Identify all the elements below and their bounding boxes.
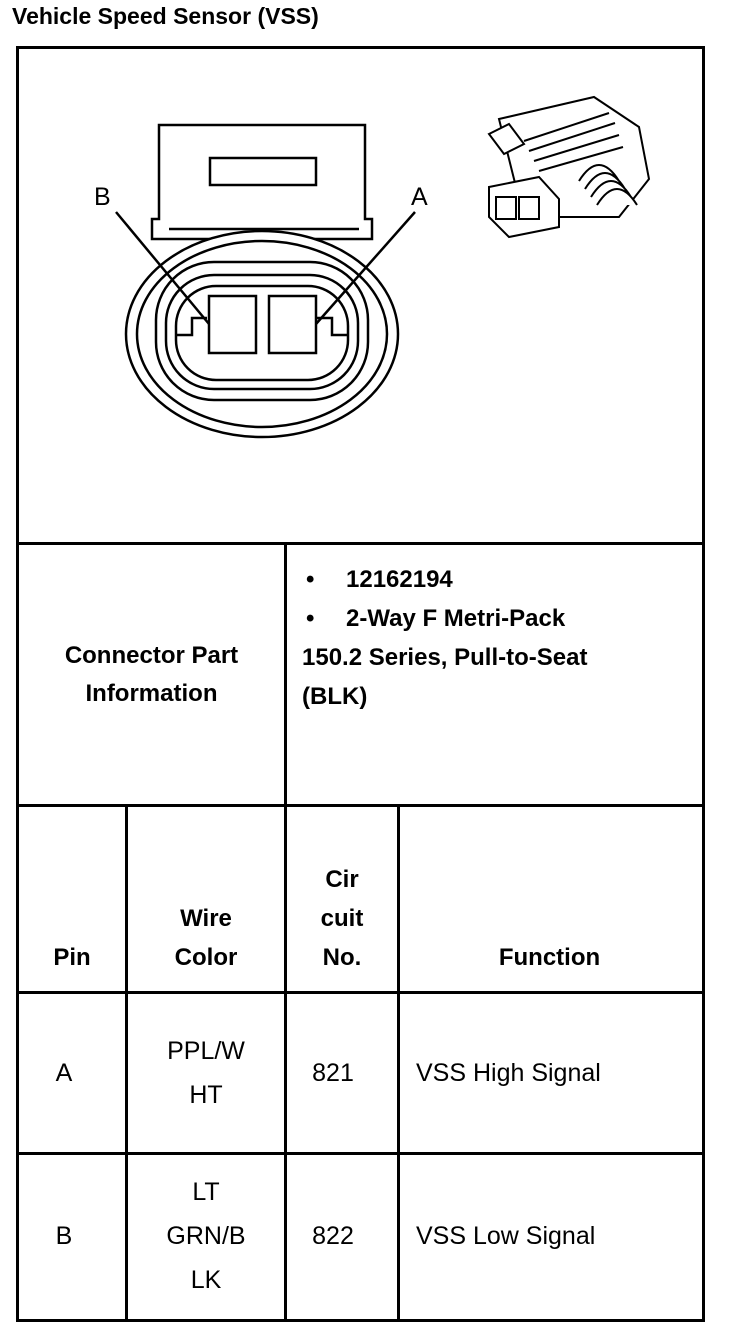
header-circuit-no <box>287 807 397 991</box>
row-a-wire-color <box>128 994 284 1152</box>
header-pin: Pin <box>53 944 91 971</box>
row-a-pin: A <box>55 1059 73 1087</box>
row-b-circuit: 822 <box>312 1221 354 1250</box>
row-b-function: VSS Low Signal <box>416 1221 596 1250</box>
row-a-wire-color-line2: HT <box>189 1081 223 1109</box>
row-b-wire-color <box>128 1155 284 1316</box>
connector-info-label-line1: Connector Part <box>64 641 239 669</box>
description-line2: 150.2 Series, Pull-to-Seat <box>302 644 588 671</box>
header-wire-color-line2: Color <box>174 944 238 971</box>
row-a-wire-color-line1: PPL/W <box>167 1037 245 1065</box>
row-b-wire-color-line3: LK <box>190 1265 222 1294</box>
header-wire-color-line1: Wire <box>180 905 232 932</box>
description-line3: (BLK) <box>302 683 368 710</box>
header-circuit-line2: cuit <box>320 905 364 932</box>
part-number: 12162194 <box>346 566 453 593</box>
pin-b-callout: B <box>94 183 111 211</box>
row-b-wire-color-line2: GRN/B <box>166 1221 246 1250</box>
row-a-circuit: 821 <box>312 1059 354 1087</box>
bullet-part-number: • <box>306 566 315 593</box>
header-function: Function <box>498 944 601 971</box>
connector-info-details <box>302 560 692 716</box>
description-line1: 2-Way F Metri-Pack <box>346 605 566 632</box>
connector-info-label-line2: Information <box>85 679 218 707</box>
header-circuit-line1: Cir <box>325 866 359 893</box>
header-circuit-line3: No. <box>322 944 362 971</box>
connector-info-label <box>19 545 284 804</box>
pin-a-callout: A <box>411 183 428 211</box>
connector-face-drawing <box>19 49 699 543</box>
row-b-pin: B <box>55 1221 73 1250</box>
row-a-function: VSS High Signal <box>416 1059 601 1087</box>
connector-3d-view <box>489 97 649 237</box>
header-wire-color <box>128 807 284 991</box>
page-title: Vehicle Speed Sensor (VSS) <box>12 3 319 29</box>
bullet-description: • <box>306 605 315 632</box>
connector-diagram <box>19 49 699 543</box>
row-b-wire-color-line1: LT <box>192 1177 220 1206</box>
